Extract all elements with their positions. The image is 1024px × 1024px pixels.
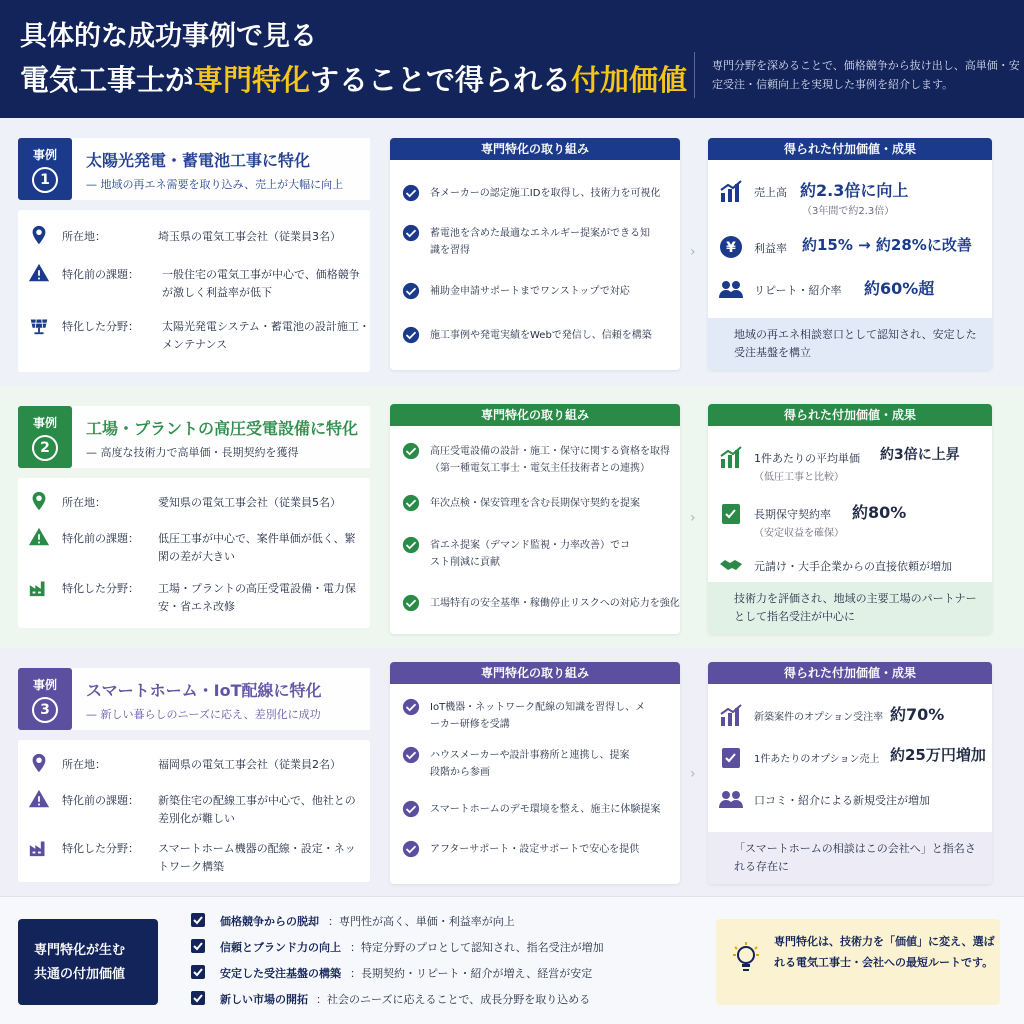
case-1-results-panel bbox=[708, 138, 992, 370]
action-text: スマートホームのデモ環境を整え、施主に体験提案 bbox=[430, 804, 661, 815]
common-value-title bbox=[34, 939, 125, 987]
case-3-section bbox=[0, 648, 1024, 896]
action-text: 施工事例や発電実績をWebで発信し、信頼を構築 bbox=[430, 330, 652, 341]
case-1-actions-panel bbox=[390, 138, 680, 370]
case-3-info-box bbox=[18, 740, 370, 882]
check-circle-icon bbox=[402, 184, 420, 202]
case-2-info-box bbox=[18, 478, 370, 628]
header-title-part: することで得られる bbox=[310, 63, 572, 97]
case-1-title-box bbox=[72, 138, 370, 200]
result-label: 売上高 bbox=[754, 186, 787, 199]
result-note: （低圧工事と比較） bbox=[754, 472, 844, 483]
field-value: 太陽光発電システム・蓄電池の設計施工・メンテナンス bbox=[162, 320, 370, 351]
action-text: 蓄電池を含めた最適なエネルギー提案ができる知識を習得 bbox=[430, 228, 650, 256]
warning-icon bbox=[28, 526, 50, 548]
chevron-right-icon: › bbox=[690, 510, 696, 526]
handshake-icon bbox=[718, 552, 744, 578]
case-2-section bbox=[0, 386, 1024, 648]
common-value-item bbox=[190, 963, 700, 983]
action-text: 年次点検・保安管理を含む長期保守契約を提案 bbox=[430, 498, 640, 509]
field-value: 工場・プラントの高圧受電設備・電力保安・省エネ改修 bbox=[158, 582, 356, 613]
bar-chart-icon bbox=[718, 702, 744, 728]
result-label: 新築案件のオプション受注率 bbox=[754, 712, 884, 723]
result-value: 約2.3倍に向上 bbox=[800, 181, 909, 200]
result-label: 1件あたりの平均単価 bbox=[754, 452, 860, 465]
field-value: スマートホーム機器の配線・設定・ネットワーク構築 bbox=[158, 842, 356, 873]
result-note: （3年間で約2.3倍） bbox=[802, 206, 895, 217]
actions-heading: 専門特化の取り組み bbox=[390, 404, 680, 426]
action-text: ハウスメーカーや設計事務所と連携し、提案段階から参画 bbox=[430, 750, 630, 778]
closing-note-text: 専門特化は、技術力を「価値」に変え、選ばれる電気工事士・会社への最短ルートです。 bbox=[774, 935, 995, 969]
common-value-text: ：特定分野のプロとして認知され、指名受注が増加 bbox=[350, 941, 604, 954]
users-icon bbox=[718, 276, 744, 302]
result-label: 口コミ・紹介による新規受注が増加 bbox=[754, 794, 930, 807]
location-label: 所在地： bbox=[62, 496, 106, 509]
lightbulb-icon bbox=[732, 941, 760, 977]
common-value-text: ：専門性が高く、単価・利益率が向上 bbox=[328, 915, 515, 928]
map-pin-icon bbox=[28, 752, 50, 774]
common-value-item bbox=[190, 937, 700, 957]
issue-value: 一般住宅の電気工事が中心で、価格競争が激しく利益率が低下 bbox=[162, 268, 360, 299]
case-tag-label: 事例 bbox=[32, 416, 57, 430]
common-value-footer bbox=[0, 896, 1024, 1024]
common-value-title: 信頼とブランド力の向上 bbox=[220, 941, 341, 954]
bar-chart-icon bbox=[718, 178, 744, 204]
closing-note bbox=[716, 919, 1000, 1005]
header-title-part: 電気工事士が bbox=[20, 63, 195, 97]
common-value-text: ：長期契約・リピート・紹介が増え、経営が安定 bbox=[350, 967, 593, 980]
check-circle-icon bbox=[402, 840, 420, 858]
action-text: 各メーカーの認定施工IDを取得し、技術力を可視化 bbox=[430, 188, 661, 199]
actions-heading: 専門特化の取り組み bbox=[390, 662, 680, 684]
result-note: （安定収益を確保） bbox=[754, 528, 844, 539]
result-label: 1件あたりのオプション売上 bbox=[754, 754, 880, 765]
map-pin-icon bbox=[28, 224, 50, 246]
factory-icon bbox=[28, 576, 50, 598]
action-text: アフターサポート・設定サポートで安心を提供 bbox=[430, 844, 640, 855]
result-value: 約60%超 bbox=[864, 279, 935, 298]
checkbox-checked-icon bbox=[190, 938, 206, 954]
case-1-subtitle: — 地域の再エネ需要を取り込み、売上が大幅に向上 bbox=[86, 178, 344, 191]
warning-icon bbox=[28, 262, 50, 284]
case-1-tag bbox=[18, 138, 72, 200]
result-value: 約80% bbox=[852, 503, 907, 522]
header-title-line2 bbox=[20, 58, 687, 99]
case-number: 2 bbox=[32, 435, 58, 461]
contract-icon bbox=[718, 500, 744, 526]
check-circle-icon bbox=[402, 698, 420, 716]
page-header bbox=[0, 0, 1024, 118]
case-2-title-box bbox=[72, 406, 370, 468]
field-label: 特化した分野： bbox=[62, 582, 139, 595]
results-heading: 得られた付加価値・成果 bbox=[708, 662, 992, 684]
check-circle-icon bbox=[402, 442, 420, 460]
case-2-actions-panel bbox=[390, 404, 680, 634]
location-value: 埼玉県の電気工事会社（従業員3名） bbox=[158, 230, 341, 243]
check-circle-icon bbox=[402, 326, 420, 344]
case-tag-label: 事例 bbox=[32, 148, 57, 162]
case-2-results-panel bbox=[708, 404, 992, 634]
case-3-title: スマートホーム・IoT配線に特化 bbox=[86, 681, 322, 700]
issue-label: 特化前の課題： bbox=[62, 532, 139, 545]
header-title-line1: 具体的な成功事例で見る bbox=[20, 21, 317, 52]
check-circle-icon bbox=[402, 746, 420, 764]
common-value-item bbox=[190, 989, 700, 1009]
result-value: 約25万円増加 bbox=[890, 746, 986, 764]
case-1-section bbox=[0, 118, 1024, 386]
result-label: 利益率 bbox=[754, 242, 787, 255]
checkbox-checked-icon bbox=[190, 912, 206, 928]
result-label: リピート・紹介率 bbox=[754, 284, 842, 297]
checkbox-checked-icon bbox=[190, 964, 206, 980]
issue-value: 低圧工事が中心で、案件単価が低く、繁閑の差が大きい bbox=[158, 532, 356, 563]
results-heading: 得られた付加価値・成果 bbox=[708, 138, 992, 160]
case-tag-label: 事例 bbox=[32, 678, 57, 692]
common-value-item bbox=[190, 911, 700, 931]
check-circle-icon bbox=[402, 800, 420, 818]
users-icon bbox=[718, 786, 744, 812]
case-1-info-box bbox=[18, 210, 370, 372]
header-subtitle: 専門分野を深めることで、価格競争から抜け出し、高単価・安定受注・信頼向上を実現した事例を紹介します。 bbox=[712, 59, 1020, 91]
result-label: 元請け・大手企業からの直接依頼が増加 bbox=[754, 560, 952, 573]
location-value: 福岡県の電気工事会社（従業員2名） bbox=[158, 758, 341, 771]
warning-icon bbox=[28, 788, 50, 810]
case-3-title-box bbox=[72, 668, 370, 730]
check-circle-icon bbox=[402, 536, 420, 554]
check-circle-icon bbox=[402, 494, 420, 512]
field-label: 特化した分野： bbox=[62, 842, 139, 855]
common-value-title-line1: 専門特化が生む bbox=[34, 943, 126, 958]
check-circle-icon bbox=[402, 224, 420, 242]
common-value-title: 安定した受注基盤の構築 bbox=[220, 967, 341, 980]
case-2-tag bbox=[18, 406, 72, 468]
common-value-title-box bbox=[18, 919, 158, 1005]
issue-label: 特化前の課題： bbox=[62, 268, 139, 281]
case-number: 1 bbox=[32, 167, 58, 193]
chevron-right-icon: › bbox=[690, 244, 696, 260]
action-text: 省エネ提案（デマンド監視・力率改善）でコスト削減に貢献 bbox=[430, 540, 630, 568]
result-summary: 「スマートホームの相談はこの会社へ」と指名される存在に bbox=[708, 832, 992, 884]
chevron-right-icon: › bbox=[690, 766, 696, 782]
issue-value: 新築住宅の配線工事が中心で、他社との差別化が難しい bbox=[158, 794, 356, 825]
case-2-subtitle: — 高度な技術力で高単価・長期契約を獲得 bbox=[86, 446, 299, 459]
case-3-subtitle: — 新しい暮らしのニーズに応え、差別化に成功 bbox=[86, 708, 321, 721]
case-3-tag bbox=[18, 668, 72, 730]
solar-panel-icon bbox=[28, 314, 50, 336]
result-value: 約70% bbox=[890, 705, 945, 724]
common-value-title: 新しい市場の開拓 bbox=[220, 993, 308, 1006]
yen-icon bbox=[718, 234, 744, 260]
location-value: 愛知県の電気工事会社（従業員5名） bbox=[158, 496, 341, 509]
bar-chart-icon bbox=[718, 444, 744, 470]
check-circle-icon bbox=[402, 594, 420, 612]
action-text: 工場特有の安全基準・稼働停止リスクへの対応力を強化 bbox=[430, 598, 680, 609]
action-text: IoT機器・ネットワーク配線の知識を習得し、メーカー研修を受講 bbox=[430, 702, 646, 730]
checkbox-checked-icon bbox=[190, 990, 206, 1006]
case-number: 3 bbox=[32, 697, 58, 723]
result-value: 約3倍に上昇 bbox=[880, 447, 960, 463]
result-summary: 地域の再エネ相談窓口として認知され、安定した受注基盤を構立 bbox=[708, 318, 992, 370]
issue-label: 特化前の課題： bbox=[62, 794, 139, 807]
case-2-title: 工場・プラントの高圧受電設備に特化 bbox=[86, 419, 359, 438]
result-label: 長期保守契約率 bbox=[754, 508, 831, 521]
common-value-text: ：社会のニーズに応えることで、成長分野を取り込める bbox=[316, 993, 591, 1006]
location-label: 所在地： bbox=[62, 230, 106, 243]
common-value-title-line2: 共通の付加価値 bbox=[34, 967, 126, 982]
header-highlight-value: 付加価値 bbox=[571, 63, 688, 97]
header-divider bbox=[694, 52, 695, 98]
factory-icon bbox=[28, 836, 50, 858]
action-text: 高圧受電設備の設計・施工・保守に関する資格を取得（第一種電気工事士・電気主任技術者との連携） bbox=[430, 446, 670, 474]
common-value-title: 価格競争からの脱却 bbox=[220, 915, 319, 928]
contract-icon bbox=[718, 744, 744, 770]
result-summary: 技術力を評価され、地域の主要工場のパートナーとして指名受注が中心に bbox=[708, 582, 992, 634]
result-value: 約15% → 約28%に改善 bbox=[802, 236, 972, 254]
case-3-results-panel bbox=[708, 662, 992, 884]
results-heading: 得られた付加価値・成果 bbox=[708, 404, 992, 426]
svg-text:¥: ¥ bbox=[726, 240, 736, 256]
actions-heading: 専門特化の取り組み bbox=[390, 138, 680, 160]
case-1-title: 太陽光発電・蓄電池工事に特化 bbox=[86, 151, 311, 170]
header-highlight-specialize: 専門特化 bbox=[194, 63, 311, 97]
field-label: 特化した分野： bbox=[62, 320, 139, 333]
map-pin-icon bbox=[28, 490, 50, 512]
action-text: 補助金申請サポートまでワンストップで対応 bbox=[430, 286, 630, 297]
location-label: 所在地： bbox=[62, 758, 106, 771]
case-3-actions-panel bbox=[390, 662, 680, 884]
check-circle-icon bbox=[402, 282, 420, 300]
